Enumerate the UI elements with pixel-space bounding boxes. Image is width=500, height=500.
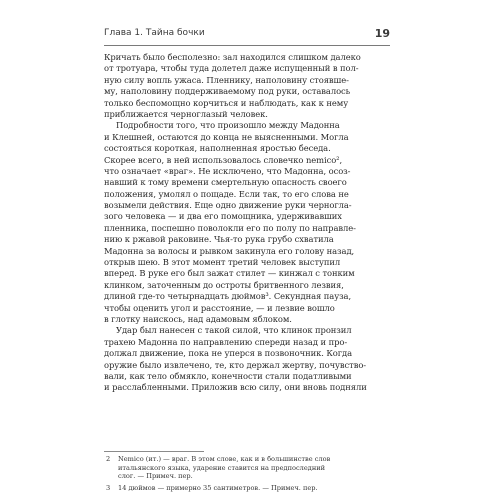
- text-line: и Клешней, остаются до конца не выясненными. Могла: [104, 131, 349, 142]
- text-line: возымели действия. Еще одно движение руки черногла-: [104, 200, 352, 211]
- footnotes: [104, 455, 390, 492]
- text-line: вали, как тело обмякло, конечности стали податливыми: [104, 370, 352, 381]
- paragraph: [104, 52, 390, 120]
- footnote-rule: [104, 451, 204, 452]
- text-line: ную силу вопль ужаса. Пленнику, наполовину стоявше-: [104, 74, 349, 85]
- running-title: Глава 1. Тайна бочки: [104, 28, 205, 38]
- text-line: оружие было извлечено, те, кто держал жертву, почувство-: [104, 359, 367, 370]
- footnote: [104, 455, 390, 481]
- text-line: клинком, заточенным до остроты бритвенного лезвия,: [104, 279, 344, 290]
- text-line: Удар был нанесен с такой силой, что клинок пронзил: [116, 325, 352, 336]
- text-line: чтобы оценить угол и расстояние, — и лезвие вошло: [104, 302, 335, 313]
- page-number: 19: [374, 27, 390, 40]
- main-text: [104, 52, 390, 394]
- text-line: Подробности того, что произошло между Мадонна: [116, 120, 340, 131]
- footnote-line: 14 дюймов — примерно 35 сантиметров. — Примеч. пер.: [118, 483, 318, 492]
- text-line: длиной где-то четырнадцать дюймов³. Секундная пауза,: [104, 291, 352, 302]
- text-line: и расслабленными. Приложив всю силу, они вновь подняли: [104, 382, 367, 393]
- text-line: положения, умолял о пощаде. Если так, то его слова не: [104, 188, 349, 199]
- text-line: трахею Мадонна по направлению спереди назад и про-: [104, 336, 348, 347]
- text-line: в глотку наискось, над адамовым яблоком.: [104, 313, 292, 324]
- text-line: от тротуара, чтобы туда долетел даже испущенный в пол-: [104, 63, 359, 74]
- footnote-line: слог. — Примеч. пер.: [118, 472, 193, 481]
- text-line: открыв шею. В этот момент третий человек выступил: [104, 257, 341, 268]
- footnote-line: итальянского языка, ударение ставится на предпоследний: [118, 463, 326, 472]
- text-line: нию к ржавой раковине. Чья-то рука грубо схватила: [104, 234, 334, 245]
- footnote: [104, 484, 390, 493]
- running-head: [104, 28, 390, 42]
- text-line: навший к тому времени смертельную опасность своего: [104, 177, 347, 188]
- text-line: состояться короткая, наполненная яростью беседа.: [104, 143, 331, 154]
- text-line: приближается черноглазый человек.: [104, 108, 268, 119]
- header-rule: [104, 45, 390, 46]
- text-line: му, наполовину поддерживаемому под руки, оставалось: [104, 86, 351, 97]
- text-line: пленника, поспешно поволокли его по полу по направле-: [104, 222, 356, 233]
- paragraph: [104, 120, 390, 325]
- text-line: Мадонна за волосы и рывком закинула его голову назад,: [104, 245, 355, 256]
- text-line: Кричать было бесполезно: зал находился слишком далеко: [104, 52, 361, 62]
- text-line: зого человека — и два его помощника, удерживавших: [104, 211, 342, 222]
- text-line: должал движение, пока не уперся в позвоночник. Когда: [104, 348, 353, 359]
- footnote-line: Nemico (ит.) — враг. В этом слове, как и в большинстве слов: [118, 455, 331, 463]
- paragraph: [104, 325, 390, 393]
- text-line: Скорее всего, в ней использовалось словечко nemico²,: [104, 154, 343, 165]
- text-line: что означает «враг». Не исключено, что Мадонна, осоз-: [104, 165, 351, 176]
- text-line: вперед. В руке его был зажат стилет — кинжал с тонким: [104, 268, 355, 279]
- footnote-mark: 3: [106, 483, 111, 492]
- text-line: только беспомощно корчиться и наблюдать, как к нему: [104, 97, 349, 108]
- footnote-mark: 2: [106, 455, 111, 463]
